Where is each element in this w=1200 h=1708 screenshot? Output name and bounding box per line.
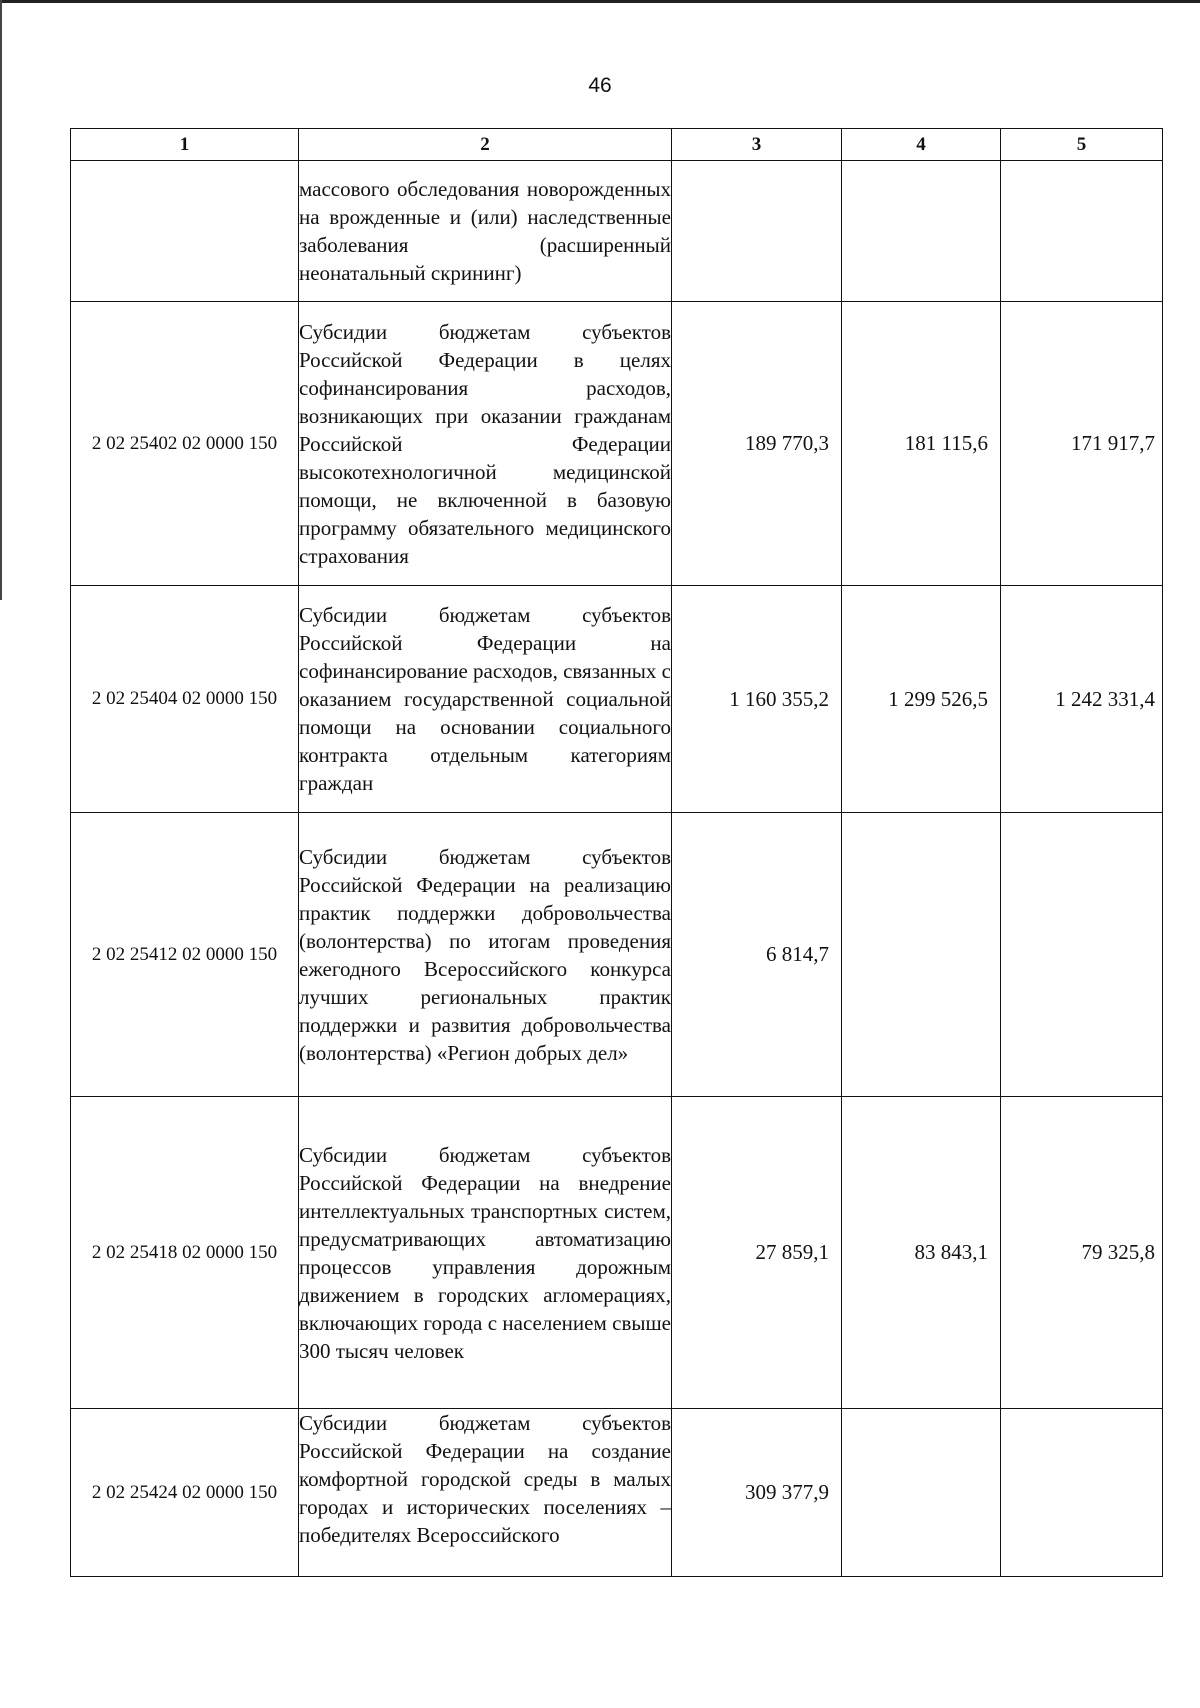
table-row	[71, 302, 1163, 586]
row-value-col5: 1 242 331,4	[1001, 586, 1163, 813]
table-row	[71, 1409, 1163, 1577]
row-value-col5: 171 917,7	[1001, 302, 1163, 586]
row-description	[299, 813, 672, 1097]
row-description	[299, 161, 672, 302]
row-description	[299, 1097, 672, 1409]
row-value-col4: 83 843,1	[842, 1097, 1001, 1409]
row-value-col5	[1001, 1409, 1163, 1577]
row-code: 2 02 25424 02 0000 150	[71, 1409, 299, 1577]
row-value-col4: 181 115,6	[842, 302, 1001, 586]
column-header-4: 4	[842, 129, 1001, 161]
row-value-col3: 6 814,7	[672, 813, 842, 1097]
table-row	[71, 813, 1163, 1097]
budget-table	[70, 128, 1163, 1577]
row-value-col4	[842, 813, 1001, 1097]
row-value-col5: 79 325,8	[1001, 1097, 1163, 1409]
row-description-text: Субсидии бюджетам субъектов Российской Федерации в целях софинансирования расходов, возникающих при оказании гражданам Российской Федерации высокотехнологичной медицинской помощи, не включенной в базовую программу обязательного медицинского страхования	[299, 319, 671, 568]
row-value-col4	[842, 161, 1001, 302]
row-code: 2 02 25404 02 0000 150	[71, 586, 299, 813]
column-header-1: 1	[71, 129, 299, 161]
row-value-col3: 27 859,1	[672, 1097, 842, 1409]
row-description	[299, 302, 672, 586]
row-description-text: массового обследования новорожденных на врожденные и (или) наследственные заболевания (расширенный неонатальный скрининг)	[299, 177, 671, 285]
row-value-col5	[1001, 161, 1163, 302]
row-description	[299, 586, 672, 813]
table-row	[71, 1097, 1163, 1409]
row-value-col5	[1001, 813, 1163, 1097]
page-top-edge	[0, 0, 1200, 3]
row-description	[299, 1409, 672, 1577]
row-code: 2 02 25412 02 0000 150	[71, 813, 299, 1097]
table-header-row	[71, 129, 1163, 161]
table-row	[71, 586, 1163, 813]
row-value-col4: 1 299 526,5	[842, 586, 1001, 813]
row-value-col3	[672, 161, 842, 302]
page-number: 46	[588, 74, 612, 97]
row-description-text: Субсидии бюджетам субъектов Российской Федерации на реализацию практик поддержки добровольчества (волонтерства) по итогам проведения ежегодного Всероссийского конкурса лучших региональных практик поддержки и развития добровольчества (волонтерства) «Регион добрых дел»	[299, 844, 671, 1065]
row-code	[71, 161, 299, 302]
row-value-col3: 309 377,9	[672, 1409, 842, 1577]
column-header-5: 5	[1001, 129, 1163, 161]
row-code: 2 02 25402 02 0000 150	[71, 302, 299, 586]
row-value-col4	[842, 1409, 1001, 1577]
table-row	[71, 161, 1163, 302]
column-header-2: 2	[299, 129, 672, 161]
row-value-col3: 1 160 355,2	[672, 586, 842, 813]
row-description-text: Субсидии бюджетам субъектов Российской Федерации на создание комфортной городской среды в малых городах и исторических поселениях – победителях Всероссийского	[299, 1411, 671, 1547]
row-description-text: Субсидии бюджетам субъектов Российской Федерации на софинансирование расходов, связанных с оказанием государственной социальной помощи на основании социального контракта отдельным категориям граждан	[299, 603, 671, 795]
row-value-col3: 189 770,3	[672, 302, 842, 586]
column-header-3: 3	[672, 129, 842, 161]
row-code: 2 02 25418 02 0000 150	[71, 1097, 299, 1409]
row-description-text: Субсидии бюджетам субъектов Российской Федерации на внедрение интеллектуальных транспортных систем, предусматривающих автоматизацию процессов управления дорожным движением в городских агломерациях, включающих города с населением свыше 300 тысяч человек	[299, 1142, 671, 1363]
